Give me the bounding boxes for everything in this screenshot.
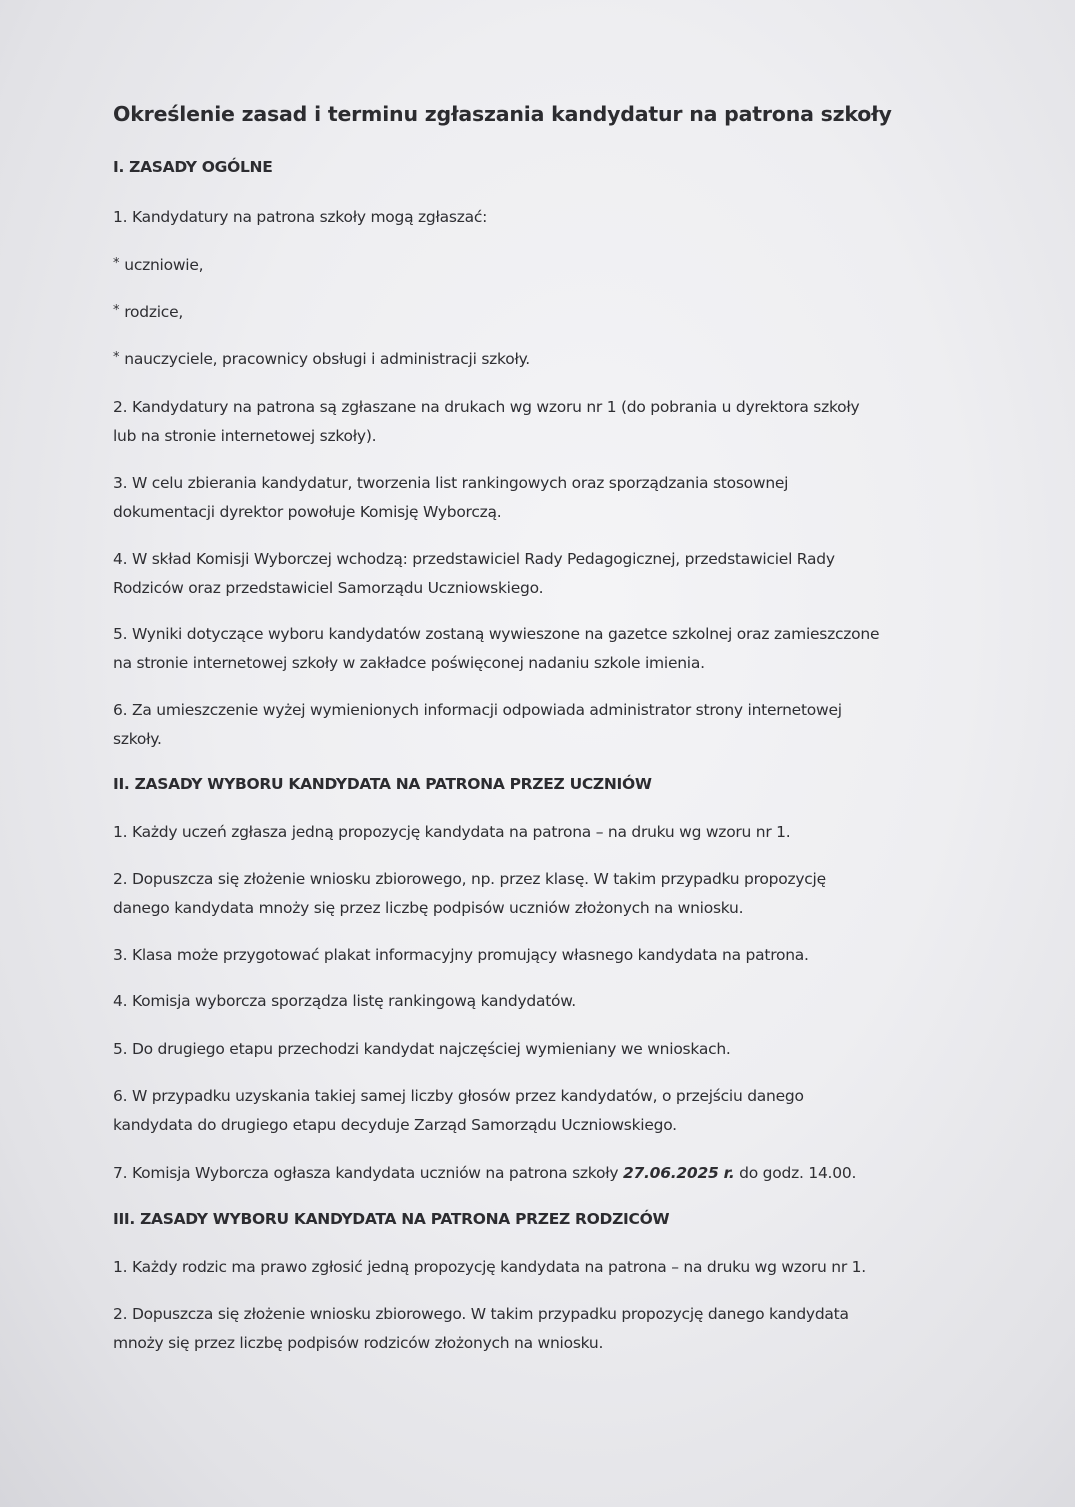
section-heading-general: I. ZASADY OGÓLNE [113,158,273,176]
paragraph-2-4 [113,987,963,1016]
bullet-mark: * [113,256,120,271]
paragraph-line: 4. W skład Komisji Wyborczej wchodzą: przedstawiciel Rady Pedagogicznej, przedstawiciel Rady [113,550,835,568]
paragraph-1-5 [113,620,963,677]
paragraph-line: dokumentacji dyrektor powołuje Komisję Wyborczą. [113,502,502,521]
bullet-mark: * [113,303,120,318]
announcement-text: 7. Komisja Wyborcza ogłasza kandydata uczniów na patrona szkoły [113,1164,623,1182]
paragraph-1-6 [113,696,963,753]
paragraph-2-1 [113,818,963,847]
paragraph-line: 5. Wyniki dotyczące wyboru kandydatów zostaną wywieszone na gazetce szkolnej oraz zamieszczone [113,625,880,643]
section-heading-parents: III. ZASADY WYBORU KANDYDATA NA PATRONA PRZEZ RODZICÓW [113,1210,670,1228]
paragraph-1-1 [113,203,963,232]
paragraph-1-2 [113,393,963,450]
paragraph-line: 2. Dopuszcza się złożenie wniosku zbiorowego. W takim przypadku propozycję danego kandydata [113,1305,849,1323]
paragraph-line: 1. Kandydatury na patrona szkoły mogą zgłaszać: [113,208,488,226]
bullet-mark: * [113,350,120,365]
paragraph-line: Rodziców oraz przedstawiciel Samorządu Uczniowskiego. [113,578,544,597]
bullet-text: rodzice, [124,303,184,321]
paragraph-line: 6. W przypadku uzyskania takiej samej liczby głosów przez kandydatów, o przejściu danego [113,1087,804,1105]
paragraph-1-4 [113,545,963,602]
paragraph-line: szkoły. [113,729,162,748]
paragraph-2-2 [113,865,963,922]
paragraph-line: 3. Klasa może przygotować plakat informacyjny promujący własnego kandydata na patrona. [113,946,809,964]
announcement-time: do godz. 14.00. [734,1164,857,1182]
paragraph-line: 2. Kandydatury na patrona są zgłaszane na drukach wg wzoru nr 1 (do pobrania u dyrektora szkoły [113,398,860,416]
paragraph-line: 5. Do drugiego etapu przechodzi kandydat najczęściej wymieniany we wnioskach. [113,1040,731,1058]
bullet-item-teachers [113,350,530,368]
paragraph-line: na stronie internetowej szkoły w zakładce poświęconej nadaniu szkole imienia. [113,653,705,672]
paragraph-line: danego kandydata mnoży się przez liczbę podpisów uczniów złożonych na wniosku. [113,898,744,917]
paragraph-line: 1. Każdy uczeń zgłasza jedną propozycję kandydata na patrona – na druku wg wzoru nr 1. [113,823,791,841]
paragraph-line: 3. W celu zbierania kandydatur, tworzenia list rankingowych oraz sporządzania stosownej [113,474,789,492]
paragraph-line: 4. Komisja wyborcza sporządza listę rankingową kandydatów. [113,992,576,1010]
paragraph-2-3 [113,941,963,970]
paragraph-line: mnoży się przez liczbę podpisów rodziców złożonych na wniosku. [113,1333,604,1352]
bullet-text: nauczyciele, pracownicy obsługi i administracji szkoły. [124,350,530,368]
section-heading-students: II. ZASADY WYBORU KANDYDATA NA PATRONA PRZEZ UCZNIÓW [113,775,652,793]
paragraph-line [113,1159,963,1188]
paragraph-line: 2. Dopuszcza się złożenie wniosku zbiorowego, np. przez klasę. W takim przypadku propozycję [113,870,826,888]
paragraph-1-3 [113,469,963,526]
paragraph-line: kandydata do drugiego etapu decyduje Zarząd Samorządu Uczniowskiego. [113,1115,677,1134]
paragraph-3-2 [113,1300,963,1357]
paragraph-line: 6. Za umieszczenie wyżej wymienionych informacji odpowiada administrator strony internetowej [113,701,842,719]
paragraph-2-5 [113,1035,963,1064]
paragraph-line: lub na stronie internetowej szkoły). [113,426,377,445]
paragraph-3-1 [113,1253,963,1282]
document-title: Określenie zasad i terminu zgłaszania kandydatur na patrona szkoły [113,102,892,126]
bullet-item-parents [113,303,183,321]
paragraph-2-7 [113,1159,963,1188]
announcement-date: 27.06.2025 r. [622,1164,735,1182]
bullet-text: uczniowie, [124,256,204,274]
bullet-item-students [113,256,203,274]
paragraph-2-6 [113,1082,963,1139]
paragraph-line: 1. Każdy rodzic ma prawo zgłosić jedną propozycję kandydata na patrona – na druku wg wzoru nr 1. [113,1258,866,1276]
